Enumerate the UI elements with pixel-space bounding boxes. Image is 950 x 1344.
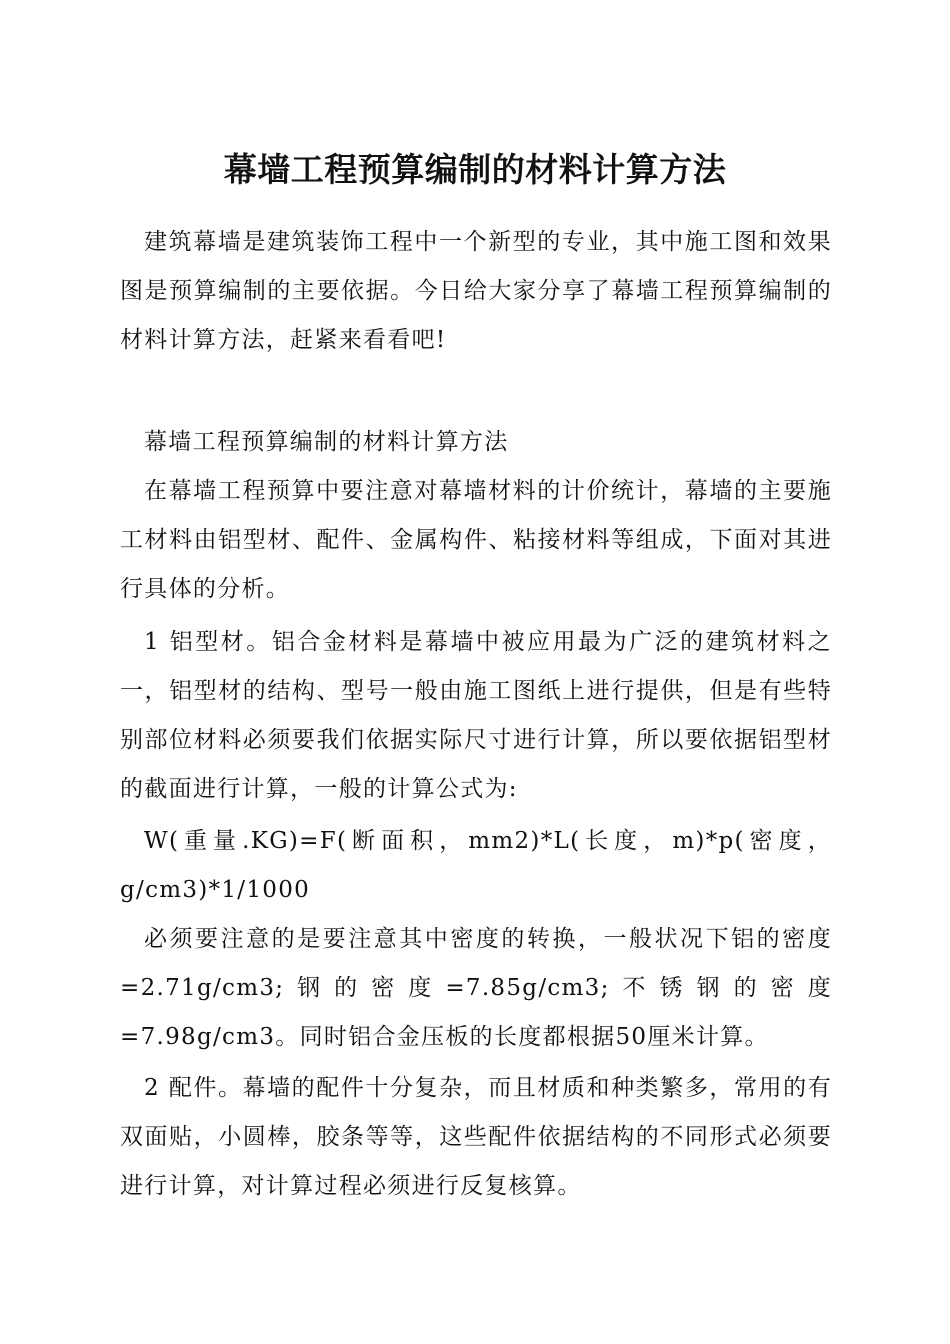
- intro-paragraph: 建筑幕墙是建筑装饰工程中一个新型的专业，其中施工图和效果图是预算编制的主要依据。今日给大家分享了幕墙工程预算编制的材料计算方法，赶紧来看看吧!: [120, 229, 832, 353]
- aluminum-profile-paragraph: 1 铝型材。铝合金材料是幕墙中被应用最为广泛的建筑材料之一，铝型材的结构、型号一般由施工图纸上进行提供，但是有些特别部位材料必须要我们依据实际尺寸进行计算，所以要依据铝型材的截面进行计算，一般的计算公式为:: [120, 629, 832, 802]
- materials-overview-paragraph: 在幕墙工程预算中要注意对幕墙材料的计价统计，幕墙的主要施工材料由铝型材、配件、金属构件、粘接材料等组成，下面对其进行具体的分析。: [120, 478, 832, 602]
- document-title: 幕墙工程预算编制的材料计算方法: [223, 150, 727, 189]
- section-subtitle: 幕墙工程预算编制的材料计算方法: [144, 429, 509, 455]
- accessories-paragraph: 2 配件。幕墙的配件十分复杂，而且材质和种类繁多，常用的有双面贴，小圆棒，胶条等等，这些配件依据结构的不同形式必须要进行计算，对计算过程必须进行反复核算。: [120, 1075, 832, 1199]
- weight-formula-paragraph: W(重量.KG)=F(断面积，mm2)*L(长度，m)*p(密度，g/cm3)*1/1000: [120, 828, 832, 903]
- density-note-paragraph: 必须要注意的是要注意其中密度的转换，一般状况下铝的密度=2.71g/cm3;钢的密度=7.85g/cm3;不锈钢的密度=7.98g/cm3。同时铝合金压板的长度都根据50厘米计算。: [120, 926, 832, 1050]
